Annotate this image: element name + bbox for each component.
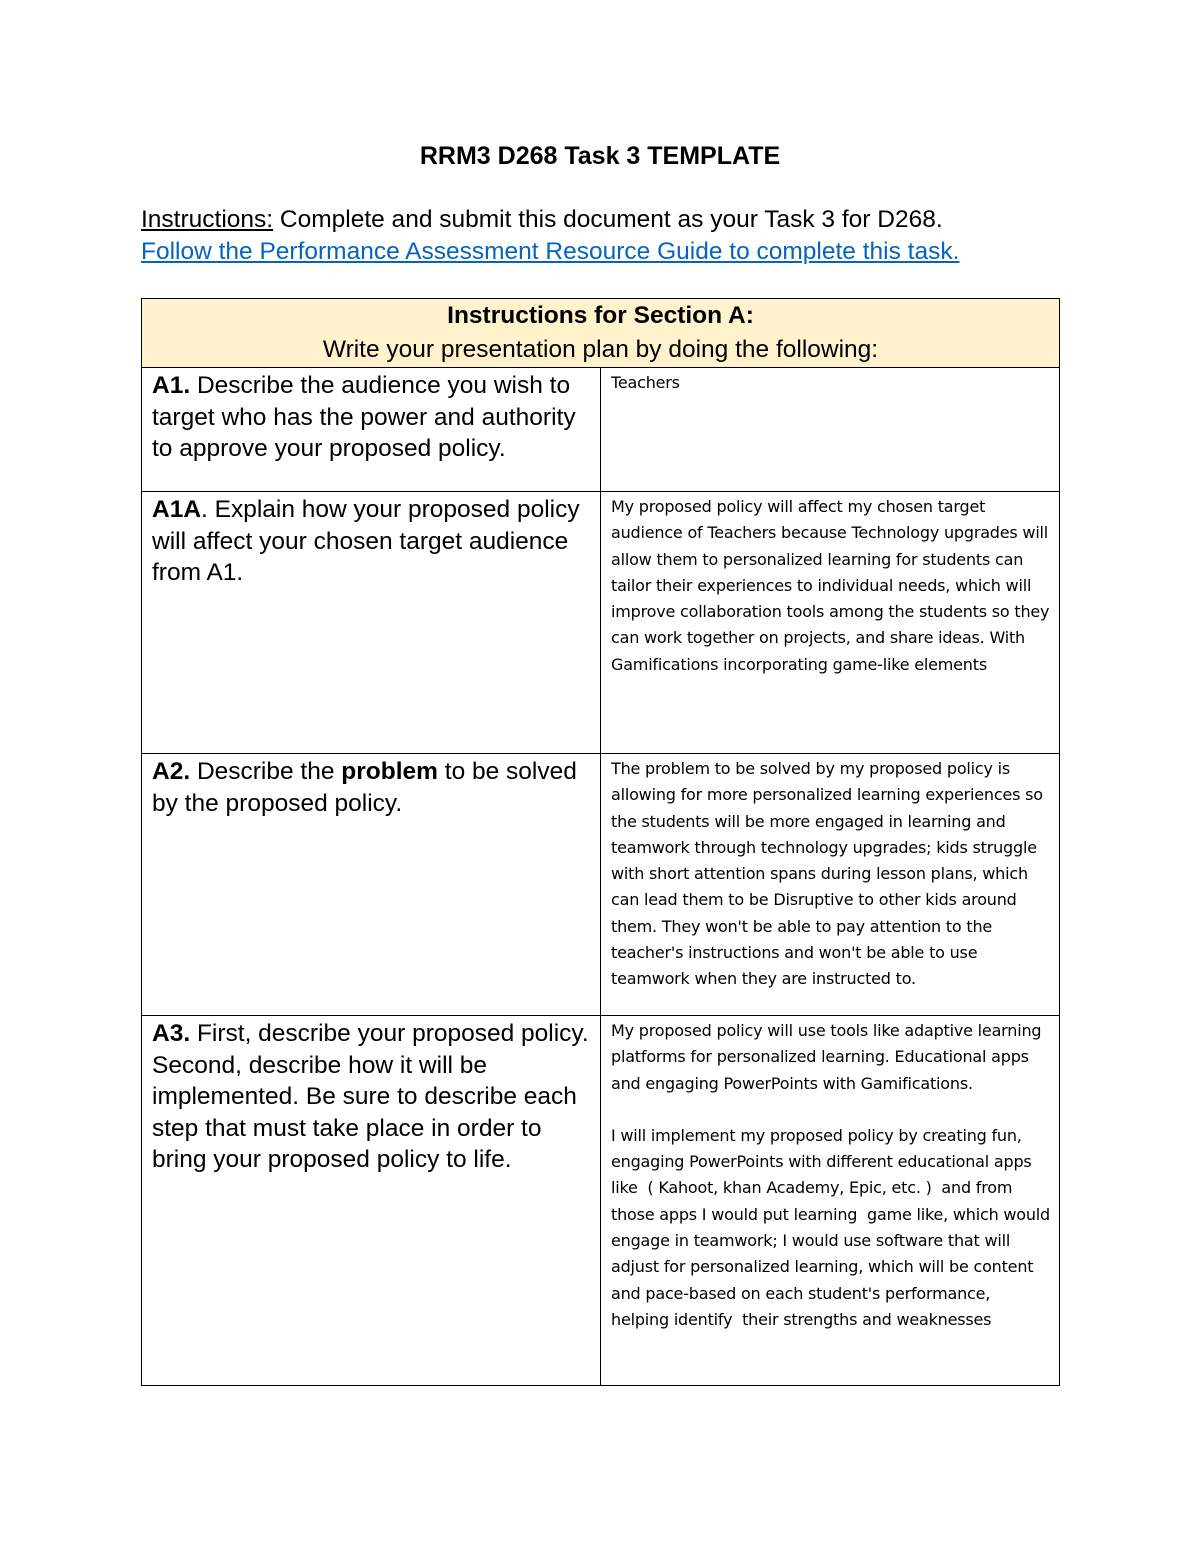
- instructions-label: Instructions:: [141, 206, 274, 233]
- question-prompt: Describe the audience you wish to target who has the power and authority to approve your proposed policy.: [152, 372, 576, 462]
- answer-paragraph-2: I will implement my proposed policy by creating fun, engaging PowerPoints with different educational apps like ( Kahoot, khan Academy, Epic, etc. ) and from those apps I would put learning game like, which would engage in teamwork; I would use software that will adjust for personalized learning, which will be content and pace-based on each student's performance, helping identify their strengths and weaknesses: [611, 1125, 1051, 1329]
- paragraph-spacer: [611, 1097, 1051, 1123]
- table-row: [142, 1016, 1060, 1386]
- answer-text: The problem to be solved by my proposed policy is allowing for more personalized learning experiences so the students will be more engaged in learning and teamwork through technology upgrades; kids struggle with short attention spans during lesson plans, which can lead them to be Disruptive to other kids around them. They won't be able to pay attention to the teacher's instructions and won't be able to use teamwork when they are instructed to.: [611, 759, 1043, 989]
- question-prompt: First, describe your proposed policy. Second, describe how it will be implemented. Be sure to describe each step that must take place in order to bring your proposed policy to life.: [152, 1020, 589, 1173]
- instructions-text: Complete and submit this document as your Task 3 for D268.: [273, 206, 943, 233]
- section-a-header-title: Instructions for Section A:: [447, 302, 754, 329]
- question-cell-a1a: [142, 492, 601, 754]
- question-prompt-post: to be solved by the proposed policy.: [152, 758, 577, 817]
- section-a-header: [142, 299, 1060, 368]
- section-a-header-subtitle: Write your presentation plan by doing the following:: [322, 336, 879, 363]
- question-label: A2.: [152, 758, 191, 785]
- table-row: [142, 368, 1060, 492]
- question-label: A3.: [152, 1020, 191, 1047]
- question-cell-a1: [142, 368, 601, 492]
- answer-cell-a1[interactable]: [601, 368, 1060, 492]
- document-title: RRM3 D268 Task 3 TEMPLATE: [419, 142, 781, 170]
- answer-text: Teachers: [611, 373, 680, 392]
- table-row: [142, 492, 1060, 754]
- question-prompt-emphasis: problem: [341, 758, 438, 785]
- answer-cell-a3[interactable]: [601, 1016, 1060, 1386]
- question-cell-a2: [142, 754, 601, 1016]
- question-prompt: . Explain how your proposed policy will affect your chosen target audience from A1.: [152, 496, 580, 586]
- section-a-table: [141, 298, 1060, 1386]
- table-row: [142, 754, 1060, 1016]
- instructions-paragraph: [141, 204, 1041, 268]
- question-prompt-pre: Describe the: [190, 758, 342, 785]
- question-label: A1A: [152, 496, 202, 523]
- resource-guide-link[interactable]: Follow the Performance Assessment Resource Guide to complete this task.: [141, 238, 960, 265]
- answer-text: My proposed policy will affect my chosen target audience of Teachers because Technology upgrades will allow them to personalized learning for students can tailor their experiences to individual needs, which will improve collaboration tools among the students so they can work together on projects, and share ideas. With Gamifications incorporating game-like elements: [611, 497, 1050, 674]
- answer-paragraph-1: My proposed policy will use tools like adaptive learning platforms for personalized learning. Educational apps and engaging PowerPoints with Gamifications.: [611, 1021, 1042, 1093]
- answer-cell-a1a[interactable]: [601, 492, 1060, 754]
- answer-cell-a2[interactable]: [601, 754, 1060, 1016]
- question-cell-a3: [142, 1016, 601, 1386]
- question-label: A1.: [152, 372, 191, 399]
